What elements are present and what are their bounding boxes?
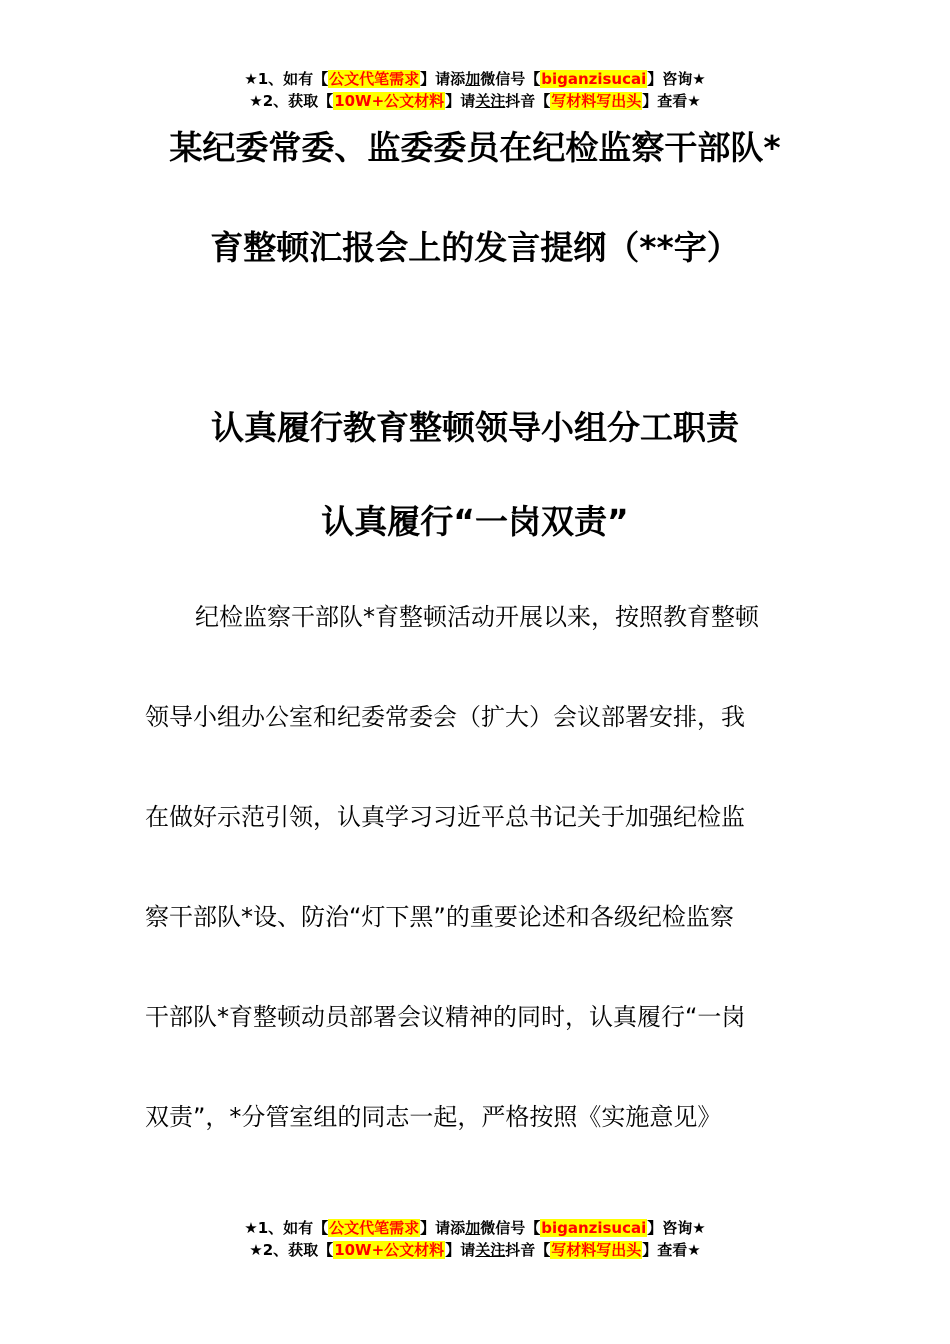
section-heading-line-1: 认真履行教育整顿领导小组分工职责 (211, 408, 739, 447)
banner-text: 微信号【 (480, 1219, 541, 1237)
banner-highlight-wechat-id: biganzisucai (541, 70, 647, 88)
document-title-line-1: 某纪委常委、监委委员在纪检监察干部队* (169, 128, 781, 167)
banner-text: 抖音【 (505, 92, 551, 110)
paragraph-line: 领导小组办公室和纪委常委会（扩大）会议部署安排，我 (145, 703, 745, 731)
banner-highlight-materials: 10W+公文材料 (334, 92, 445, 110)
banner-underlined-text: 关注 (475, 92, 506, 110)
banner-highlight-service: 公文代笔需求 (329, 70, 420, 88)
banner-text: 】请 (445, 1241, 476, 1259)
banner-text: 】请添 (420, 1219, 466, 1237)
paragraph-line: 双责”，*分管室组的同志一起，严格按照《实施意见》 (145, 1103, 722, 1131)
section-heading-line-2: 认真履行“一岗双责” (321, 502, 629, 541)
document-title-line-2: 育整顿汇报会上的发言提纲（**字） (210, 228, 740, 267)
banner-text: 】请添 (420, 70, 466, 88)
banner-text: 】查看★ (642, 1241, 701, 1259)
banner-highlight-materials: 10W+公文材料 (334, 1241, 445, 1259)
banner-text: ★2、获取【 (249, 92, 334, 110)
banner-underlined-text: 关注 (475, 1241, 506, 1259)
paragraph-line: 干部队*育整顿动员部署会议精神的同时，认真履行“一岗 (145, 1003, 746, 1031)
banner-text: ★1、如有【 (244, 70, 329, 88)
bottom-banner (0, 1217, 950, 1261)
banner-text: 微信号【 (480, 70, 541, 88)
banner-line-1 (0, 1217, 950, 1239)
banner-line-1 (0, 68, 950, 90)
banner-highlight-service: 公文代笔需求 (329, 1219, 420, 1237)
banner-text: 】咨询★ (647, 1219, 706, 1237)
banner-text: 抖音【 (505, 1241, 551, 1259)
banner-line-2 (0, 90, 950, 112)
banner-highlight-douyin-id: 写材料写出头 (551, 92, 642, 110)
body-paragraph (145, 595, 805, 1195)
banner-line-2 (0, 1239, 950, 1261)
paragraph-line: 在做好示范引领，认真学习习近平总书记关于加强纪检监 (145, 803, 745, 831)
banner-underlined-text: 加 (465, 70, 481, 88)
banner-highlight-douyin-id: 写材料写出头 (551, 1241, 642, 1259)
banner-text: 】咨询★ (647, 70, 706, 88)
top-banner (0, 68, 950, 112)
banner-text: ★2、获取【 (249, 1241, 334, 1259)
banner-underlined-text: 加 (465, 1219, 481, 1237)
banner-text: ★1、如有【 (244, 1219, 329, 1237)
banner-highlight-wechat-id: biganzisucai (541, 1219, 647, 1237)
paragraph-line: 察干部队*设、防治“灯下黑”的重要论述和各级纪检监察 (145, 903, 734, 931)
banner-text: 】查看★ (642, 92, 701, 110)
banner-text: 】请 (445, 92, 476, 110)
paragraph-line: 纪检监察干部队*育整顿活动开展以来，按照教育整顿 (195, 603, 759, 631)
